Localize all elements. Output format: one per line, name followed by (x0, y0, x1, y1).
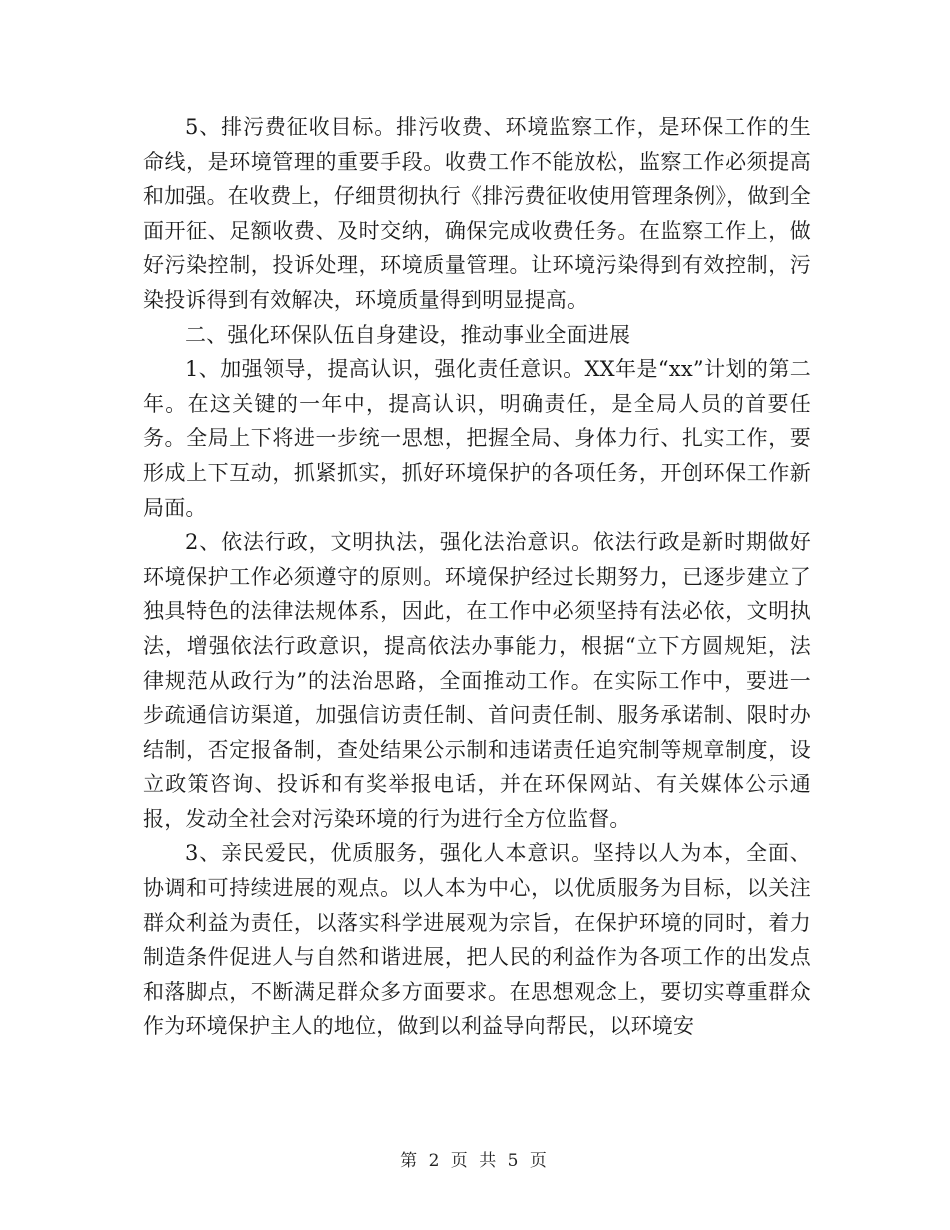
paragraph-3-people-oriented: 3、亲民爱民，优质服务，强化人本意识。坚持以人为本，全面、协调和可持续进展的观点。以人本为中心，以优质服务为目标，以关注群众利益为责任，以落实科学进展观为宗旨，在保护环境的同时，着力制造条件促进人与自然和谐进展，把人民的利益作为各项工作的出发点和落脚点，不断满足群众多方面要求。在思想观念上，要切实尊重群众作为环境保护主人的地位，做到以利益导向帮民，以环境安 (143, 841, 811, 1039)
paragraph-1-leadership: 1、加强领导，提高认识，强化责任意识。XX年是“xx”计划的第二年。在这关键的一年中，提高认识，明确责任，是全局人员的首要任务。全局上下将进一步统一思想，把握全局、身体力行、扎实工作，要形成上下互动，抓紧抓实，抓好环境保护的各项任务，开创环保工作新局面。 (143, 357, 811, 520)
section-heading-2: 二、强化环保队伍自身建设，推动事业全面进展 (185, 322, 631, 347)
paragraph-5-fee-collection: 5、排污费征收目标。排污收费、环境监察工作，是环保工作的生命线，是环境管理的重要手段。收费工作不能放松，监察工作必须提高和加强。在收费上，仔细贯彻执行《排污费征收使用管理条例》，做到全面开征、足额收费、及时交纳，确保完成收费任务。在监察工作上，做好污染控制，投诉处理，环境质量管理。让环境污染得到有效控制，污染投诉得到有效解决，环境质量得到明显提高。 (143, 115, 811, 312)
document-body (143, 110, 811, 1044)
page-footer: 第 2 页 共 5 页 (400, 1151, 550, 1171)
paragraph-2-rule-of-law: 2、依法行政，文明执法，强化法治意识。依法行政是新时期做好环境保护工作必须遵守的原则。环境保护经过长期努力，已逐步建立了独具特色的法律法规体系，因此，在工作中必须坚持有法必依，文明执法，增强依法行政意识，提高依法办事能力，根据“立下方圆规矩，法律规范从政行为”的法治思路，全面推动工作。在实际工作中，要进一步疏通信访渠道，加强信访责任制、首问责任制、服务承诺制、限时办结制，否定报备制，查处结果公示制和违诺责任追究制等规章制度，设立政策咨询、投诉和有奖举报电话，并在环保网站、有关媒体公示通报，发动全社会对污染环境的行为进行全方位监督。 (143, 530, 811, 831)
